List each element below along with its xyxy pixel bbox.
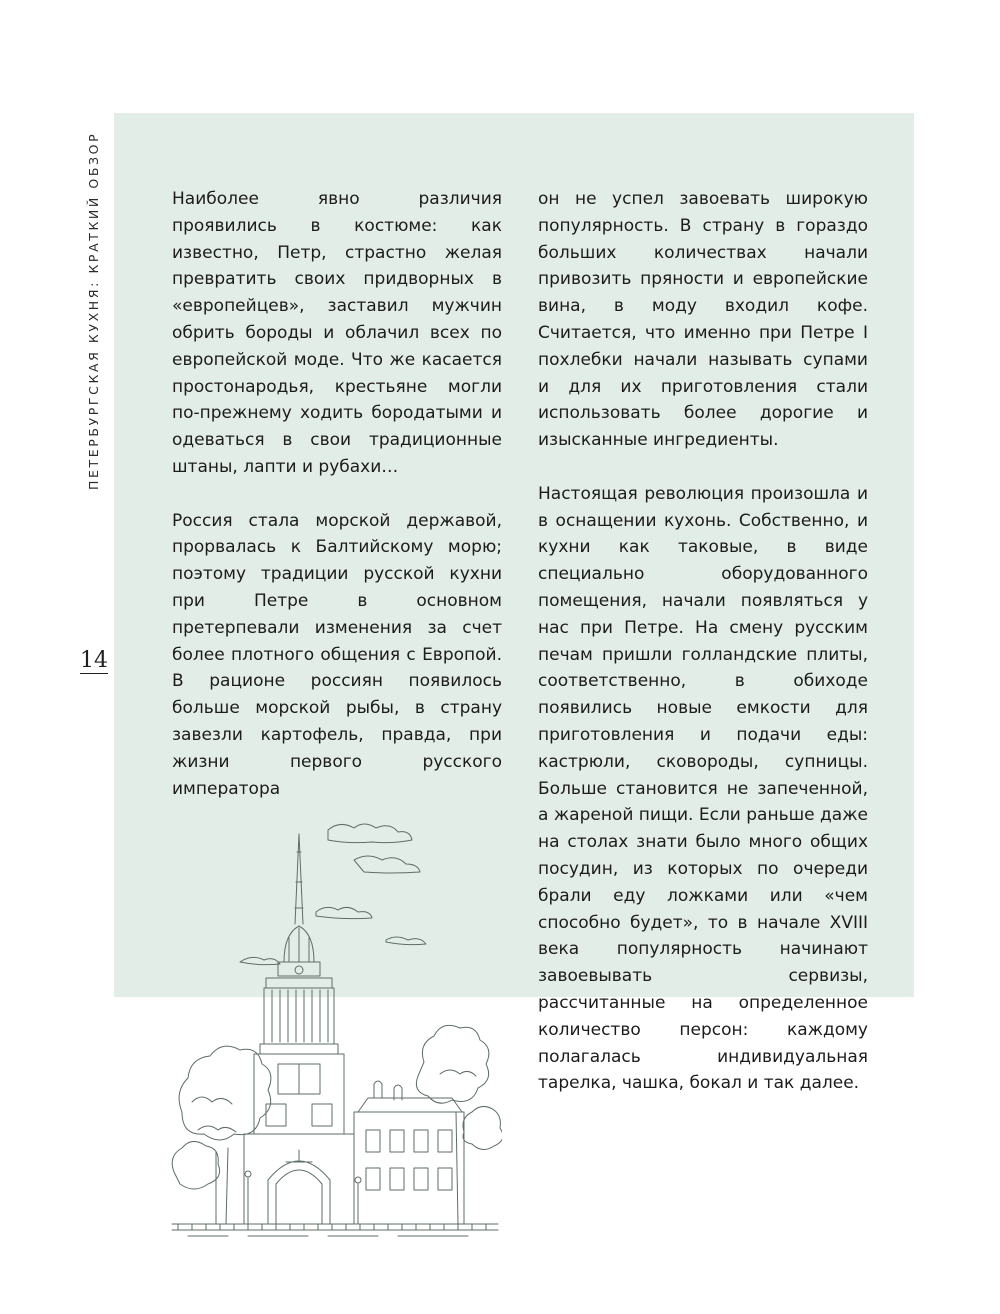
- left-paragraph-2: Россия стала морской державой, прорвалась к Балтийскому морю; поэтому традиции русской кухни при Петре в основном претерпевали изменения за счет более плотного общения с Европой. В рационе россиян появилось больше морской рыбы, в страну завезли картофель, правда, при жизни первого русского императора: [172, 510, 502, 799]
- right-paragraph-1: он не успел завоевать широкую популярность. В страну в гораздо больших количествах начали привозить пряности и европейские вина, в моду входил кофе. Считается, что именно при Петре I похлебки начали называть супами и для их приготовления стали использовать более дорогие и изысканные ингредиенты.: [538, 189, 868, 451]
- left-column: [172, 186, 502, 802]
- running-head: ПЕТЕРБУРГСКАЯ КУХНЯ: КРАТКИЙ ОБЗОР: [86, 131, 101, 490]
- left-paragraph-1: Наиболее явно различия проявились в костюме: как известно, Петр, страстно желая превратить своих придворных в «европейцев», заставил мужчин обрить бороды и облачил всех по европейской моде. Что же касается простонародья, крестьяне могли по-прежнему ходить бородатыми и одеваться в свои традиционные штаны, лапти и рубахи…: [172, 189, 502, 477]
- right-column: [538, 186, 868, 1097]
- admiralty-building-sketch-icon: [168, 812, 502, 1240]
- right-paragraph-2: Настоящая революция произошла и в оснащении кухонь. Собственно, и кухни как таковые, в виде специально оборудованного помещения, начали появляться у нас при Петре. На смену русским печам пришли голландские плиты, соответственно, в обиходе появились новые емкости для приготовления и подачи еды: кастрюли, сковороды, супницы. Больше становится не запеченной, а жареной пищи. Если раньше даже на столах знати было много общих посудин, из которых по очереди брали еду ложками или «чем способно будет», то в начале XVIII века популярность начинают завоевывать сервизы, рассчитанные на определенное количество персон: каждому полагалась индивидуальная тарелка, чашка, бокал и так далее.: [538, 483, 868, 1094]
- page-number: 14: [80, 648, 108, 673]
